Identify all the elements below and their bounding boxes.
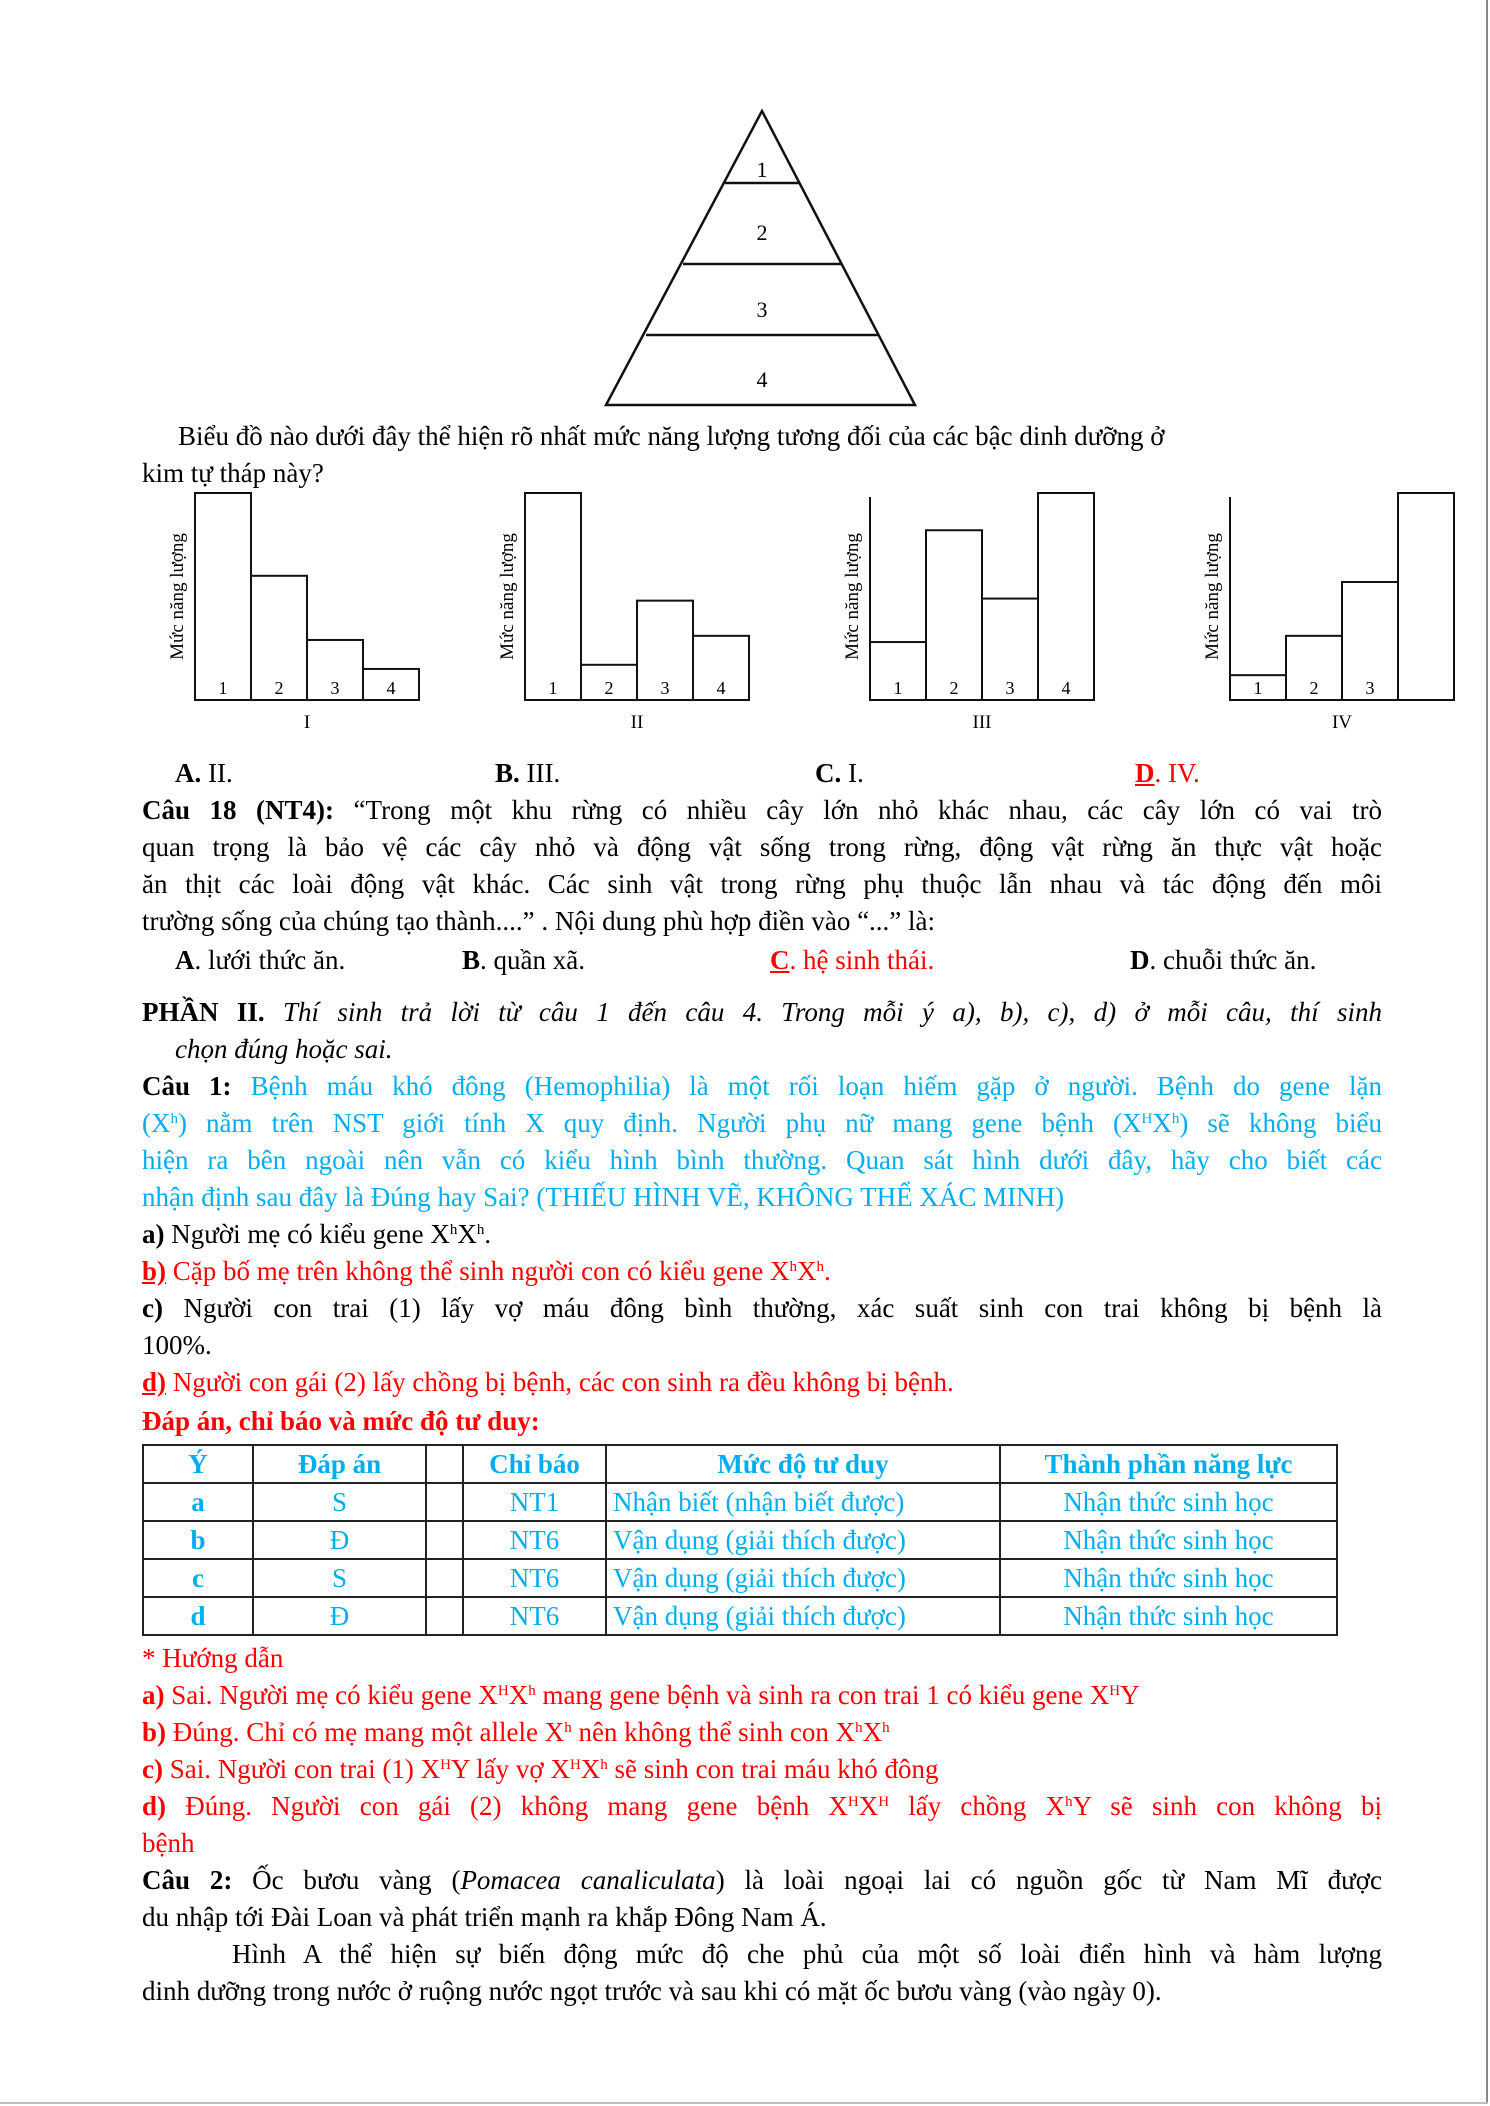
statement-b: b) Cặp bố mẹ trên không thể sinh người con có kiểu gene $X^hX^h$. bbox=[142, 1256, 831, 1286]
table-header-row bbox=[143, 1445, 1337, 1483]
option-text: II. bbox=[208, 758, 233, 788]
column-header: Chỉ báo bbox=[463, 1445, 606, 1483]
question-label: Câu 1: bbox=[142, 1071, 232, 1101]
energy-chart-iv bbox=[1175, 485, 1475, 730]
bar-category-label: 3 bbox=[1365, 678, 1375, 698]
question-2: Câu 2: Ốc bươu vàng (Pomacea canaliculata) là loài ngoại lai có nguồn gốc từ Nam Mĩ được du nhập tới Đài Loan và phát triển mạnh ra khắp Đông Nam Á. bbox=[142, 1865, 1383, 1932]
option-text: IV. bbox=[1168, 758, 1200, 788]
y-axis-label: Mức năng lượng bbox=[1202, 533, 1223, 660]
option-b[interactable]: B. III. bbox=[495, 758, 561, 788]
bar bbox=[1038, 493, 1094, 700]
pyramid-level-label: 4 bbox=[756, 367, 768, 392]
guide-d: d) Đúng. Người con gái (2) không mang gene bệnh $X^HX^H$ lấy chồng $X^hY$ sẽ sinh con không bị bệnh bbox=[142, 1791, 1382, 1858]
option-letter: D bbox=[1130, 945, 1150, 975]
option-a[interactable]: A. II. bbox=[175, 758, 233, 788]
option-c[interactable]: C. I. bbox=[815, 758, 864, 788]
bar-category-label: 4 bbox=[386, 678, 396, 698]
statement-a: a) Người mẹ có kiểu gene $X^hX^h$. bbox=[142, 1219, 492, 1249]
pyramid-level-label: 3 bbox=[756, 297, 768, 322]
y-axis-label: Mức năng lượng bbox=[167, 533, 188, 660]
statement-d: d) Người con gái (2) lấy chồng bị bệnh, các con sinh ra đều không bị bệnh. bbox=[142, 1367, 954, 1397]
bar-category-label: 2 bbox=[274, 678, 284, 698]
column-header: Mức độ tư duy bbox=[606, 1445, 1000, 1483]
bar-category-label: 4 bbox=[716, 678, 726, 698]
guide-c: c) Sai. Người con trai (1) $X^HY$ lấy vợ $X^HX^h$ sẽ sinh con trai máu khó đông bbox=[142, 1754, 939, 1784]
table-row: c S NT6 Vận dụng (giải thích được) Nhận thức sinh học bbox=[143, 1559, 1337, 1597]
question-text: trường sống của chúng tạo thành....” . Nội dung phù hợp điền vào “...” là: bbox=[142, 906, 936, 936]
column-header: Thành phần năng lực bbox=[1000, 1445, 1337, 1483]
option-text: I. bbox=[848, 758, 864, 788]
question-stem: Biểu đồ nào dưới đây thể hiện rõ nhất mức năng lượng tương đối của các bậc dinh dưỡng ở bbox=[178, 421, 1165, 451]
option-letter: D bbox=[1135, 758, 1155, 788]
question-18 bbox=[142, 792, 1382, 940]
part-2-heading bbox=[142, 994, 1382, 1031]
question-1 bbox=[142, 1068, 1382, 1216]
option-letter: C bbox=[815, 758, 835, 788]
option-a[interactable] bbox=[175, 942, 345, 979]
page-border bbox=[1486, 0, 1488, 2104]
y-axis-label: Mức năng lượng bbox=[842, 533, 863, 660]
question-2-context: Hình A thể hiện sự biến động mức độ che phủ của một số loài điển hình và hàm lượng dinh dưỡng trong nước ở ruộng nước ngọt trước và sau khi có mặt ốc bươu vàng (vào ngày 0). bbox=[142, 1939, 1382, 2006]
bar-category-label: 1 bbox=[1253, 678, 1263, 698]
bar bbox=[926, 530, 982, 700]
column-header: Ý bbox=[143, 1445, 253, 1483]
question-stem: kim tự tháp này? bbox=[142, 458, 324, 488]
bar-category-label: 1 bbox=[893, 678, 903, 698]
part-label: PHẦN II. bbox=[142, 997, 265, 1027]
chart-title: I bbox=[303, 712, 311, 730]
question-text: Bệnh máu khó đông (Hemophilia) là một rối loạn hiếm gặp ở người. Bệnh do gene lặn bbox=[231, 1071, 1382, 1101]
question-label: Câu 2: bbox=[142, 1865, 233, 1895]
chart-title: IV bbox=[1331, 712, 1353, 730]
page-border bbox=[0, 2102, 1488, 2104]
option-letter: B bbox=[462, 945, 481, 975]
energy-chart-i bbox=[140, 485, 440, 730]
bar-category-label: 1 bbox=[548, 678, 558, 698]
bar-category-label: 2 bbox=[1309, 678, 1319, 698]
question-text: $(X^h)$ nằm trên NST giới tính X quy định. Người phụ nữ mang gene bệnh $(X^HX^h)$ sẽ không biểu bbox=[142, 1108, 1382, 1138]
statement-c: c) Người con trai (1) lấy vợ máu đông bình thường, xác suất sinh con trai không bị bệnh là 100%. bbox=[142, 1293, 1382, 1360]
guide-a: a) Sai. Người mẹ có kiểu gene $X^HX^h$ mang gene bệnh và sinh ra con trai 1 có kiểu gene $X^HY$ bbox=[142, 1680, 1140, 1710]
option-text: . hệ sinh thái. bbox=[789, 945, 935, 975]
guide-title: * Hướng dẫn bbox=[142, 1643, 284, 1673]
bar bbox=[1398, 493, 1454, 700]
chart-title: II bbox=[630, 712, 644, 730]
option-letter: C bbox=[770, 945, 790, 975]
guide-b: b) Đúng. Chỉ có mẹ mang một allele $X^h$ nên không thể sinh con $X^hX^h$ bbox=[142, 1717, 890, 1747]
chart-title: III bbox=[972, 712, 992, 730]
question-text: nhận định sau đây là Đúng hay Sai? (THIẾU HÌNH VẼ, KHÔNG THỂ XÁC MINH) bbox=[142, 1182, 1065, 1212]
option-b[interactable] bbox=[462, 942, 585, 979]
part-instruction: chọn đúng hoặc sai. bbox=[175, 1034, 393, 1064]
pyramid-level-label: 1 bbox=[756, 157, 768, 182]
option-d[interactable] bbox=[1130, 942, 1316, 979]
question-label: Câu 18 (NT4): bbox=[142, 795, 335, 825]
bar-category-label: 1 bbox=[218, 678, 228, 698]
pyramid-outline bbox=[606, 111, 915, 405]
column-header: Đáp án bbox=[253, 1445, 426, 1483]
question-text: ăn thịt các loài động vật khác. Các sinh vật trong rừng phụ thuộc lẫn nhau và tác động đến môi bbox=[142, 869, 1382, 899]
table-row: b Đ NT6 Vận dụng (giải thích được) Nhận thức sinh học bbox=[143, 1521, 1337, 1559]
bar-category-label: 2 bbox=[604, 678, 614, 698]
bar bbox=[525, 493, 581, 700]
column-header bbox=[426, 1445, 463, 1483]
option-text: . quần xã. bbox=[480, 945, 585, 975]
option-text: III. bbox=[526, 758, 561, 788]
bar-category-label: 3 bbox=[1005, 678, 1015, 698]
option-text: . lưới thức ăn. bbox=[194, 945, 346, 975]
answer-section-title: Đáp án, chỉ báo và mức độ tư duy: bbox=[142, 1406, 540, 1436]
answer-table bbox=[142, 1444, 1338, 1636]
energy-chart-ii bbox=[470, 485, 770, 730]
question-text: quan trọng là bảo vệ các cây nhỏ và động vật sống trong rừng, động vật rừng ăn thực vật hoặc bbox=[142, 832, 1382, 862]
option-text: . chuỗi thức ăn. bbox=[1149, 945, 1317, 975]
part-instruction: Thí sinh trả lời từ câu 1 đến câu 4. Trong mỗi ý a), b), c), d) ở mỗi câu, thí sinh bbox=[264, 997, 1382, 1027]
option-c-correct[interactable] bbox=[770, 942, 934, 979]
table-row: d Đ NT6 Vận dụng (giải thích được) Nhận thức sinh học bbox=[143, 1597, 1337, 1635]
bar-category-label: 3 bbox=[660, 678, 670, 698]
energy-chart-iii bbox=[815, 485, 1115, 730]
pyramid-level-label: 2 bbox=[756, 220, 768, 245]
bar-category-label: 3 bbox=[330, 678, 340, 698]
question-text: hiện ra bên ngoài nên vẫn có kiểu hình bình thường. Quan sát hình dưới đây, hãy cho biết các bbox=[142, 1145, 1382, 1175]
option-letter: B bbox=[495, 758, 514, 788]
bar bbox=[195, 493, 251, 700]
y-axis-label: Mức năng lượng bbox=[497, 533, 518, 660]
bar-category-label: 2 bbox=[949, 678, 959, 698]
energy-pyramid-figure bbox=[600, 105, 920, 410]
option-letter: A bbox=[175, 758, 195, 788]
bar-category-label: 4 bbox=[1061, 678, 1071, 698]
option-d-correct[interactable]: D. IV. bbox=[1135, 758, 1200, 788]
question-text: “Trong một khu rừng có nhiều cây lớn nhỏ khác nhau, các cây lớn có vai trò bbox=[334, 795, 1382, 825]
table-row: a S NT1 Nhận biết (nhận biết được) Nhận thức sinh học bbox=[143, 1483, 1337, 1521]
option-letter: A bbox=[175, 945, 195, 975]
